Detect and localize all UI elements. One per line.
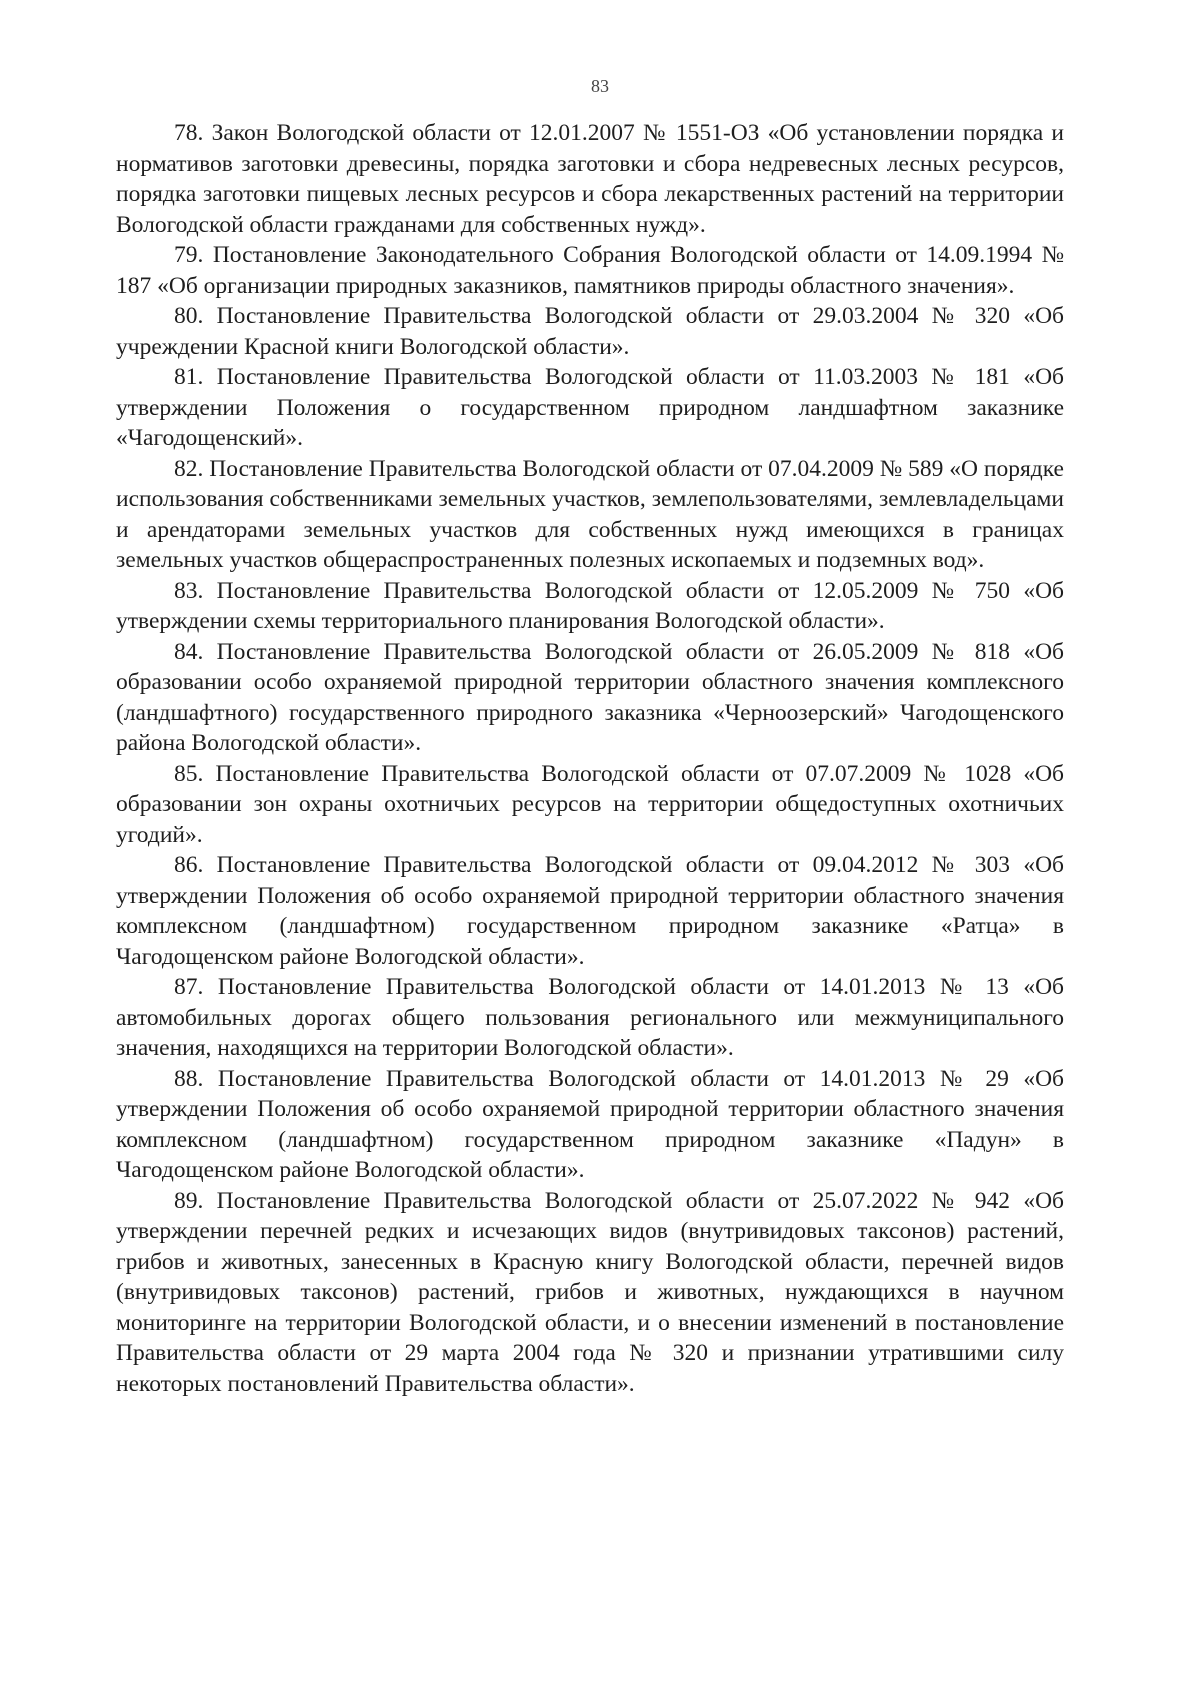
list-item-85: 85. Постановление Правительства Вологодской области от 07.07.2009 № 1028 «Об образовании зон охраны охотничьих ресурсов на территории общедоступных охотничьих угодий». (116, 760, 1064, 848)
list-item-78: 78. Закон Вологодской области от 12.01.2007 № 1551-ОЗ «Об установлении порядка и нормативов заготовки древесины, порядка заготовки и сбора недревесных лесных ресурсов, порядка заготовки пищевых лесных ресурсов и сбора лекарственных растений на территории Вологодской области гражданами для собственных нужд». (116, 120, 1064, 238)
list-item-87: 87. Постановление Правительства Вологодской области от 14.01.2013 № 13 «Об автомобильных дорогах общего пользования регионального или межмуниципального значения, находящихся на территории Вологодской области». (116, 974, 1064, 1061)
list-item-80: 80. Постановление Правительства Вологодской области от 29.03.2004 № 320 «Об учреждении Красной книги Вологодской области». (116, 303, 1064, 360)
document-body (116, 118, 1064, 1399)
list-item-83: 83. Постановление Правительства Вологодской области от 12.05.2009 № 750 «Об утверждении схемы территориального планирования Вологодской области». (116, 577, 1064, 634)
list-item-84: 84. Постановление Правительства Вологодской области от 26.05.2009 № 818 «Об образовании особо охраняемой природной территории областного значения комплексного (ландшафтного) государственного природного заказника «Черноозерский» Чагодощенского района Вологодской области». (116, 638, 1064, 756)
list-item-82: 82. Постановление Правительства Вологодской области от 07.04.2009 № 589 «О порядке использования собственниками земельных участков, землепользователями, землевладельцами и арендаторами земельных участков для собственных нужд имеющихся в границах земельных участков общераспространенных полезных ископаемых и подземных вод». (116, 455, 1064, 573)
list-item-79: 79. Постановление Законодательного Собрания Вологодской области от 14.09.1994 № 187 «Об организации природных заказников, памятников природы областного значения». (116, 242, 1064, 299)
list-item-81: 81. Постановление Правительства Вологодской области от 11.03.2003 № 181 «Об утверждении Положения о государственном природном ландшафтном заказнике «Чагодощенский». (116, 364, 1064, 451)
page-number: 83 (591, 76, 609, 96)
list-item-86: 86. Постановление Правительства Вологодской области от 09.04.2012 № 303 «Об утверждении Положения об особо охраняемой природной территории областного значения комплексном (ландшафтном) государственном природном заказнике «Ратца» в Чагодощенском районе Вологодской области». (116, 852, 1064, 970)
list-item-88: 88. Постановление Правительства Вологодской области от 14.01.2013 № 29 «Об утверждении Положения об особо охраняемой природной территории областного значения комплексном (ландшафтном) государственном природном заказнике «Падун» в Чагодощенском районе Вологодской области». (116, 1065, 1064, 1183)
list-item-89: 89. Постановление Правительства Вологодской области от 25.07.2022 № 942 «Об утверждении перечней редких и исчезающих видов (внутривидовых таксонов) растений, грибов и животных, занесенных в Красную книгу Вологодской области, перечней видов (внутривидовых таксонов) растений, грибов и животных, нуждающихся в научном мониторинге на территории Вологодской области, и о внесении изменений в постановление Правительства области от 29 марта 2004 года № 320 и признании утратившими силу некоторых постановлений Правительства области». (116, 1187, 1064, 1397)
